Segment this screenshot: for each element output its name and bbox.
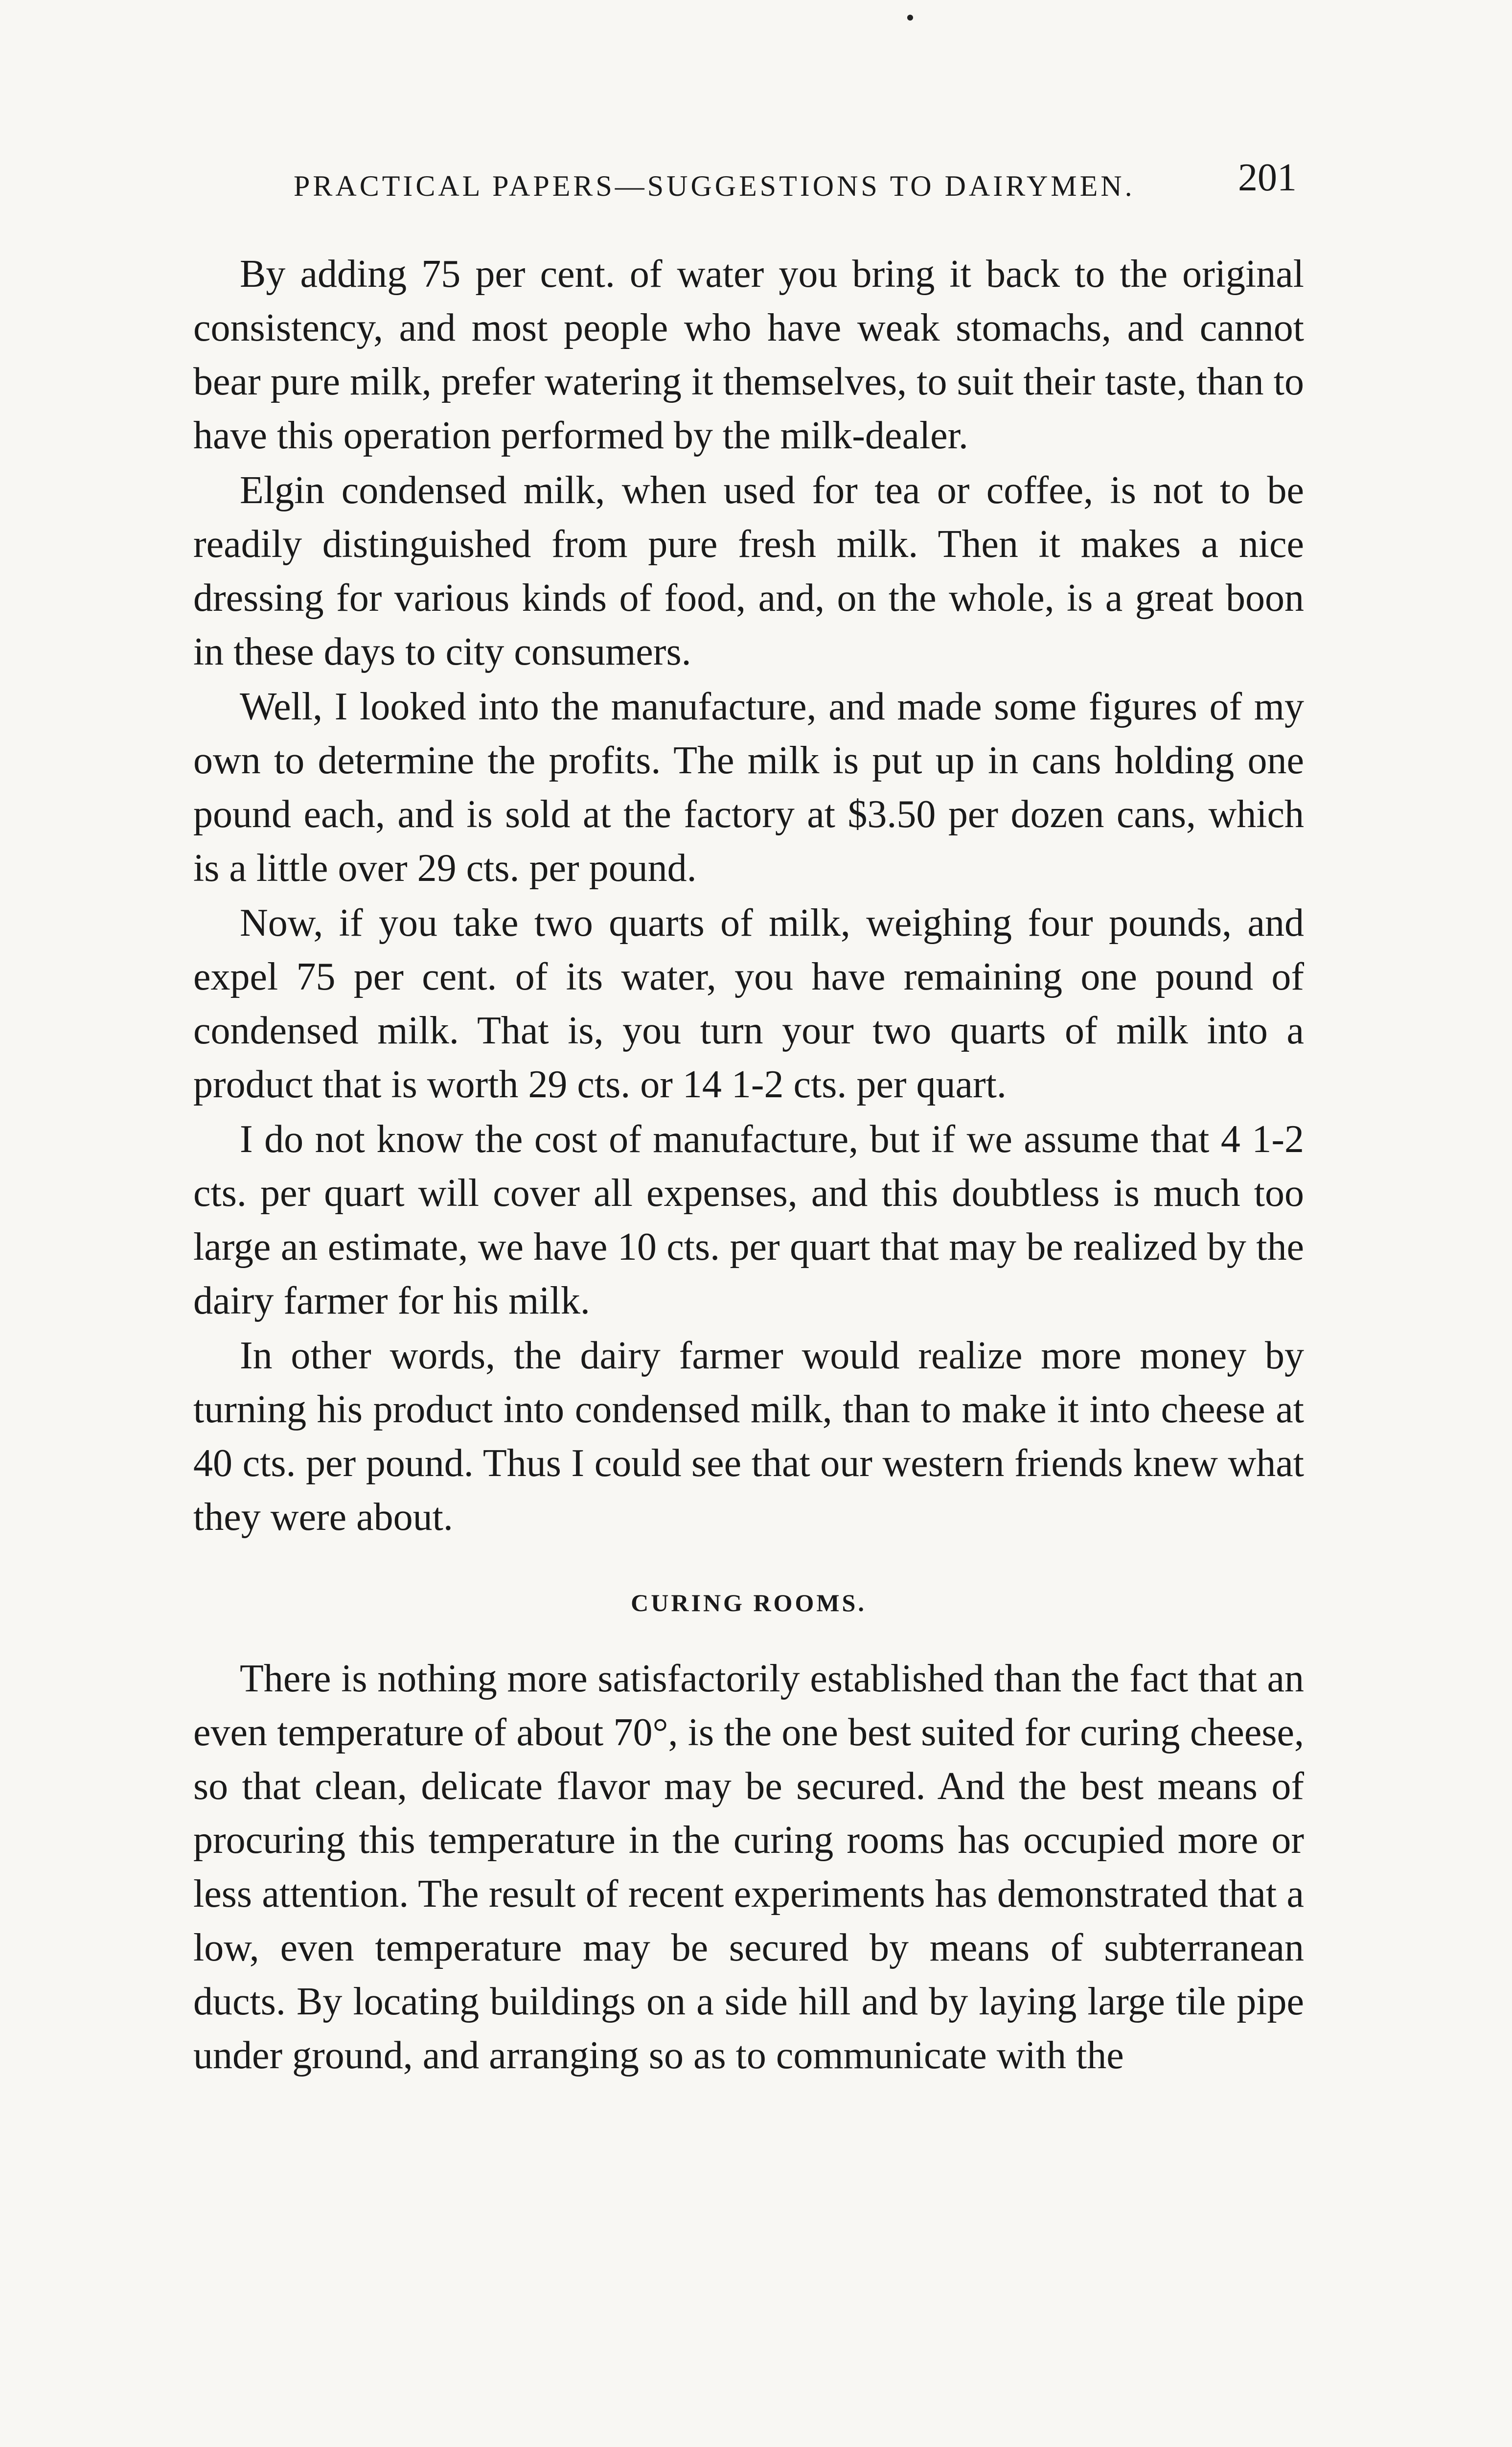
paragraph: By adding 75 per cent. of water you bring it back to the original consistency, and most people who have weak stomachs, and cannot bear pure milk, prefer watering it themselves, to suit their taste, than to have this operation performed by the milk-dealer. [193,253,1304,457]
paragraph: In other words, the dairy farmer would realize more money by turning his product into condensed milk, than to make it into cheese at 40 cts. per pound. Thus I could see that our western friends knew what they were about. [193,1334,1304,1539]
ink-speck [907,15,913,21]
page-header [294,156,1297,214]
section-paragraph: There is nothing more satisfactorily established than the fact that an even temperature of about 70°, is the one best suited for curing cheese, so that clean, delicate flavor may be secured. And the best means of procuring this temperature in the curing rooms has occupied more or less attention. The result of recent experiments has demonstrated that a low, even temperature may be secured by means of subterranean ducts. By locating buildings on a side hill and by laying large tile pipe under ground, and arranging so as to communicate with the [193,1657,1304,2077]
running-title: PRACTICAL PAPERS—SUGGESTIONS TO DAIRYMEN. [294,170,1135,202]
paragraph: Elgin condensed milk, when used for tea or coffee, is not to be readily distinguished from pure fresh milk. Then it makes a nice dressing for various kinds of food, and, on the whole, is a great boon in these days to city consumers. [193,469,1304,673]
paragraph: Now, if you take two quarts of milk, weighing four pounds, and expel 75 per cent. of its water, you have remaining one pound of condensed milk. That is, you turn your two quarts of milk into a product that is worth 29 cts. or 14 1-2 cts. per quart. [193,901,1304,1106]
paragraph: Well, I looked into the manufacture, and made some figures of my own to determine the profits. The milk is put up in cans holding one pound each, and is sold at the factory at $3.50 per dozen cans, which is a little over 29 cts. per pound. [193,685,1304,890]
paragraph: I do not know the cost of manufacture, but if we assume that 4 1-2 cts. per quart will cover all expenses, and this doubtless is much too large an estimate, we have 10 cts. per quart that may be realized by the dairy farmer for his milk. [193,1118,1304,1322]
body-text [193,247,1304,2082]
section-heading: CURING ROOMS. [631,1589,867,1616]
page-number: 201 [1238,156,1297,199]
